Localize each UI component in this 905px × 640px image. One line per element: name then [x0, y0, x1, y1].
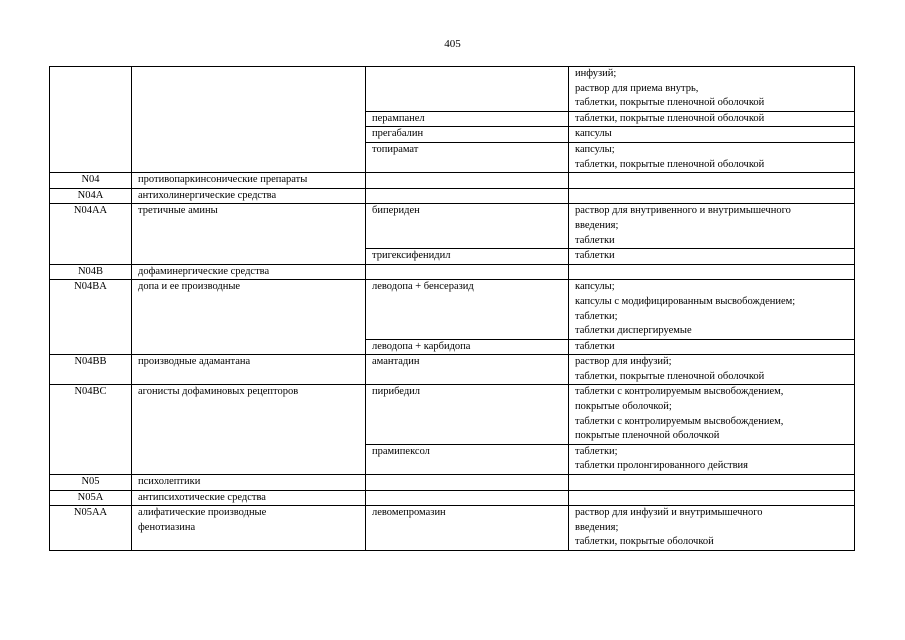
atc-code-cell: N04BA: [50, 280, 132, 355]
dosage-form-cell: таблетки с контролируемым высвобождением, покрытые оболочкой; таблетки с контролируемым высвобождением, покрытые пленочной оболочкой: [569, 385, 855, 444]
table-row: [50, 385, 855, 444]
atc-code-cell: [50, 67, 132, 173]
atc-code-cell: N04A: [50, 188, 132, 204]
drug-name-cell: бипериден: [366, 204, 569, 249]
drug-name-cell: амантадин: [366, 355, 569, 385]
dosage-form-cell: [569, 173, 855, 189]
drug-name-cell: [366, 67, 569, 112]
group-name-cell: психолептики: [132, 475, 366, 491]
table-row: [50, 67, 855, 112]
table-row: [50, 355, 855, 385]
dosage-form-cell: раствор для инфузий и внутримышечного введения; таблетки, покрытые оболочкой: [569, 506, 855, 551]
dosage-form-cell: [569, 188, 855, 204]
group-name-cell: антихолинергические средства: [132, 188, 366, 204]
atc-code-cell: N05AA: [50, 506, 132, 551]
drug-name-cell: тригексифенидил: [366, 249, 569, 265]
drug-name-cell: [366, 490, 569, 506]
table-row: [50, 490, 855, 506]
dosage-form-cell: раствор для внутривенного и внутримышечного введения; таблетки: [569, 204, 855, 249]
drug-classification-table: [49, 66, 855, 551]
group-name-cell: [132, 67, 366, 173]
atc-code-cell: N04BB: [50, 355, 132, 385]
table-row: [50, 475, 855, 491]
group-name-cell: агонисты дофаминовых рецепторов: [132, 385, 366, 475]
group-name-cell: противопаркинсонические препараты: [132, 173, 366, 189]
atc-code-cell: N04: [50, 173, 132, 189]
dosage-form-cell: раствор для инфузий; таблетки, покрытые пленочной оболочкой: [569, 355, 855, 385]
dosage-form-cell: капсулы; таблетки, покрытые пленочной оболочкой: [569, 142, 855, 172]
drug-name-cell: леводопа + карбидопа: [366, 339, 569, 355]
table-row: [50, 280, 855, 339]
drug-name-cell: прамипексол: [366, 444, 569, 474]
drug-name-cell: левомепромазин: [366, 506, 569, 551]
drug-name-cell: [366, 475, 569, 491]
drug-name-cell: [366, 188, 569, 204]
drug-name-cell: перампанел: [366, 111, 569, 127]
table-row: [50, 506, 855, 551]
atc-code-cell: N04B: [50, 264, 132, 280]
table-row: [50, 204, 855, 249]
dosage-form-cell: капсулы: [569, 127, 855, 143]
page-number: 405: [444, 38, 461, 50]
dosage-form-cell: таблетки: [569, 339, 855, 355]
table-row: [50, 188, 855, 204]
dosage-form-cell: таблетки, покрытые пленочной оболочкой: [569, 111, 855, 127]
group-name-cell: алифатические производные фенотиазина: [132, 506, 366, 551]
drug-name-cell: [366, 173, 569, 189]
drug-name-cell: топирамат: [366, 142, 569, 172]
atc-code-cell: N04BC: [50, 385, 132, 475]
dosage-form-cell: [569, 264, 855, 280]
dosage-form-cell: [569, 475, 855, 491]
dosage-form-cell: [569, 490, 855, 506]
group-name-cell: производные адамантана: [132, 355, 366, 385]
drug-name-cell: леводопа + бенсеразид: [366, 280, 569, 339]
dosage-form-cell: таблетки; таблетки пролонгированного действия: [569, 444, 855, 474]
table-row: [50, 173, 855, 189]
group-name-cell: антипсихотические средства: [132, 490, 366, 506]
atc-code-cell: N05A: [50, 490, 132, 506]
atc-code-cell: N04AA: [50, 204, 132, 264]
drug-name-cell: прегабалин: [366, 127, 569, 143]
group-name-cell: допа и ее производные: [132, 280, 366, 355]
group-name-cell: дофаминергические средства: [132, 264, 366, 280]
drug-name-cell: [366, 264, 569, 280]
atc-code-cell: N05: [50, 475, 132, 491]
table-row: [50, 264, 855, 280]
group-name-cell: третичные амины: [132, 204, 366, 264]
dosage-form-cell: таблетки: [569, 249, 855, 265]
dosage-form-cell: инфузий; раствор для приема внутрь, таблетки, покрытые пленочной оболочкой: [569, 67, 855, 112]
dosage-form-cell: капсулы; капсулы с модифицированным высвобождением; таблетки; таблетки диспергируемые: [569, 280, 855, 339]
drug-name-cell: пирибедил: [366, 385, 569, 444]
